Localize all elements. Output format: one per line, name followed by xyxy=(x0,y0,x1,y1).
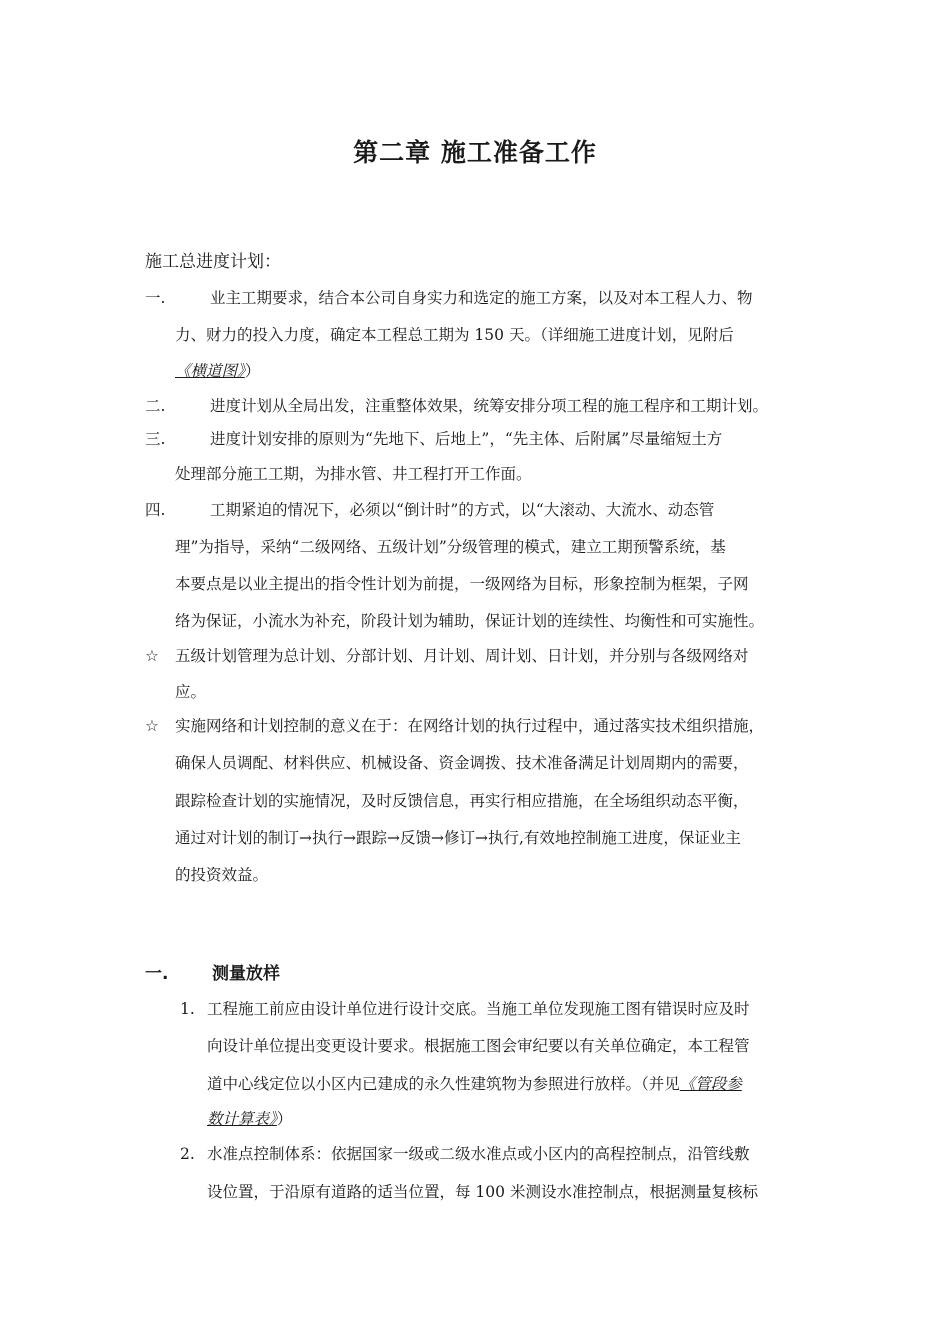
item-text: 工期紧迫的情况下，必须以“倒计时”的方式，以“大滚动、大流水、动态管 xyxy=(210,501,715,519)
star-item-text: 应。 xyxy=(175,683,207,701)
item-marker: 一. xyxy=(145,289,166,307)
star-item-text: 跟踪检查计划的实施情况，及时反馈信息，再实行相应措施，在全场组织动态平衡， xyxy=(175,792,749,810)
section-item-text-with-link: 数计算表》） xyxy=(207,1110,293,1128)
item-marker: 三. xyxy=(145,430,166,448)
section-item-text-with-link: 道中心线定位以小区内已建成的永久性建筑物为参照进行放样。（并见《管段参 xyxy=(207,1075,742,1093)
section-item-text: 工程施工前应由设计单位进行设计交底。当施工单位发现施工图有错误时应及时 xyxy=(207,1000,750,1018)
item-text-with-link: 《横道图》） xyxy=(175,362,261,380)
section-item-marker: 2. xyxy=(180,1145,195,1163)
section-item-marker: 1. xyxy=(180,1000,195,1018)
section-item-text: 水准点控制体系：依据国家一级或二级水准点或小区内的高程控制点，沿管线敷 xyxy=(207,1145,750,1163)
item-text: 业主工期要求，结合本公司自身实力和选定的施工方案，以及对本工程人力、物 xyxy=(210,289,753,307)
star-item-text: 确保人员调配、材料供应、机械设备、资金调拨、技术准备满足计划周期内的需要， xyxy=(175,754,749,772)
pipe-calc-table-link[interactable]: 《管段参 xyxy=(679,1075,742,1093)
section-item-text: 设位置，于沿原有道路的适当位置，每 100 米测设水准控制点，根据测量复核标 xyxy=(207,1183,758,1201)
section-marker: 一. xyxy=(145,964,169,984)
item-text: 力、财力的投入力度，确定本工程总工期为 150 天。（详细施工进度计划，见附后 xyxy=(175,326,734,344)
item-text: 理”为指导，采纳“二级网络、五级计划”分级管理的模式，建立工期预警系统，基 xyxy=(175,538,726,556)
gantt-chart-link[interactable]: 《横道图》 xyxy=(175,362,245,380)
star-item-text: 五级计划管理为总计划、分部计划、月计划、周计划、日计划，并分别与各级网络对 xyxy=(175,647,749,665)
schedule-heading: 施工总进度计划： xyxy=(145,252,281,272)
section-item-text: 向设计单位提出变更设计要求。根据施工图会审纪要以有关单位确定，本工程管 xyxy=(207,1037,750,1055)
star-item-text: 实施网络和计划控制的意义在于：在网络计划的执行过程中，通过落实技术组织措施， xyxy=(175,717,765,735)
item-text: 本要点是以业主提出的指令性计划为前提，一级网络为目标，形象控制为框架，子网 xyxy=(175,575,749,593)
chapter-title: 第二章 施工准备工作 xyxy=(353,138,597,167)
item-text: 络为保证，小流水为补充，阶段计划为辅助，保证计划的连续性、均衡性和可实施性。 xyxy=(175,612,765,630)
star-marker: ☆ xyxy=(145,647,159,665)
item-text: 进度计划安排的原则为“先地下、后地上”，“先主体、后附属”尽量缩短土方 xyxy=(210,430,723,448)
item-text: 进度计划从全局出发，注重整体效果，统筹安排分项工程的施工程序和工期计划。 xyxy=(210,397,769,415)
item-marker: 二. xyxy=(145,397,166,415)
section-title: 测量放样 xyxy=(212,964,280,984)
star-marker: ☆ xyxy=(145,717,159,735)
item-text: 处理部分施工工期，为排水管、井工程打开工作面。 xyxy=(175,465,532,483)
star-item-text: 通过对计划的制订→执行→跟踪→反馈→修订→执行,有效地控制施工进度，保证业主 xyxy=(175,829,741,847)
star-item-text: 的投资效益。 xyxy=(175,866,269,884)
item-marker: 四. xyxy=(145,501,166,519)
pipe-calc-table-link-cont[interactable]: 数计算表》 xyxy=(207,1110,277,1128)
